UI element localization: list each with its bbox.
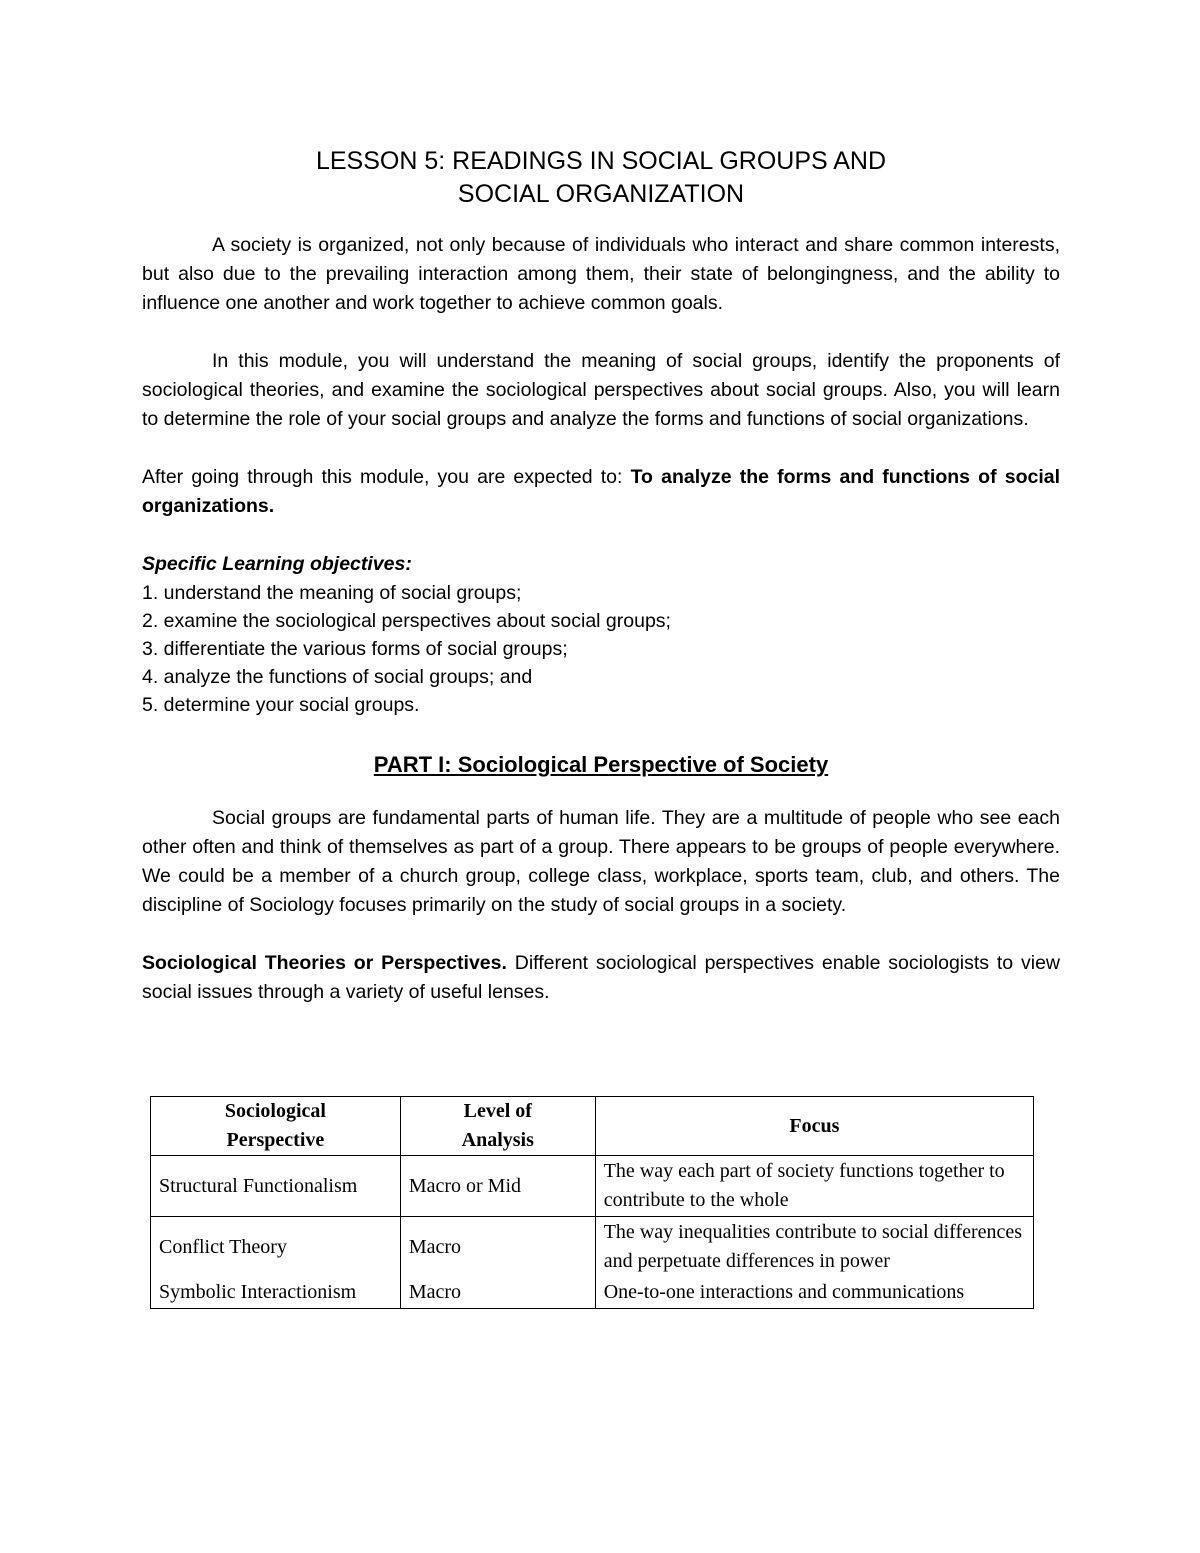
document-page [142,145,1060,1007]
objective-item: 3. differentiate the various forms of social groups; [142,638,568,660]
expected-outcome-goal: To analyze the forms and functions of social organizations. [142,466,1060,517]
part1-paragraph: Social groups are fundamental parts of human life. They are a multitude of people who see each other often and think of themselves as part of a group. There appears to be groups of people everywhere. We could be a member of a church group, college class, workplace, sports team, club, and others. The discipline of Sociology focuses primarily on the study of social groups in a society. [142,807,1060,916]
table-row [151,1277,1034,1309]
cell-level: Macro [400,1277,595,1309]
objective-item: 2. examine the sociological perspectives about social groups; [142,610,671,632]
perspectives-table [150,1096,1034,1309]
objective-item: 5. determine your social groups. [142,694,420,716]
cell-perspective: Structural Functionalism [151,1156,401,1217]
theories-paragraph [142,949,1060,1007]
theories-text: Different sociological perspectives enable sociologists to view social issues through a variety of useful lenses. [142,952,1061,1003]
cell-perspective: Symbolic Interactionism [151,1277,401,1309]
objective-item: 1. understand the meaning of social groups; [142,582,522,604]
cell-perspective: Conflict Theory [151,1217,401,1278]
expected-outcome-lead: After going through this module, you are expected to: [142,466,631,488]
lesson-title [142,145,1060,211]
header-level: Level of Analysis [400,1097,595,1156]
expected-outcome [142,463,1060,521]
table-row [151,1217,1034,1278]
part-title: PART I: Sociological Perspective of Society [373,752,829,777]
objectives-list [142,579,1060,719]
objective-item: 4. analyze the functions of social groups; and [142,666,533,688]
cell-focus: The way each part of society functions together to contribute to the whole [595,1156,1033,1217]
header-perspective: Sociological Perspective [151,1097,401,1156]
cell-level: Macro [400,1217,595,1278]
objectives-heading: Specific Learning objectives: [142,553,412,575]
theories-heading: Sociological Theories or Perspectives. [142,952,507,974]
table-header-row [151,1097,1034,1156]
cell-level: Macro or Mid [400,1156,595,1217]
cell-focus: The way inequalities contribute to social differences and perpetuate differences in power [595,1217,1033,1278]
lesson-title-line2: SOCIAL ORGANIZATION [457,180,745,208]
table-row [151,1156,1034,1217]
intro-paragraph-1: A society is organized, not only because of individuals who interact and share common interests, but also due to the prevailing interaction among them, their state of belongingness, and the ability to influence one another and work together to achieve common goals. [142,234,1060,314]
header-focus: Focus [595,1097,1033,1156]
cell-focus: One-to-one interactions and communications [595,1277,1033,1309]
intro-paragraph-2: In this module, you will understand the meaning of social groups, identify the proponents of sociological theories, and examine the sociological perspectives about social groups. Also, you will learn to determine the role of your social groups and analyze the forms and functions of social organizations. [142,350,1060,430]
lesson-title-line1: LESSON 5: READINGS IN SOCIAL GROUPS AND [315,147,887,175]
